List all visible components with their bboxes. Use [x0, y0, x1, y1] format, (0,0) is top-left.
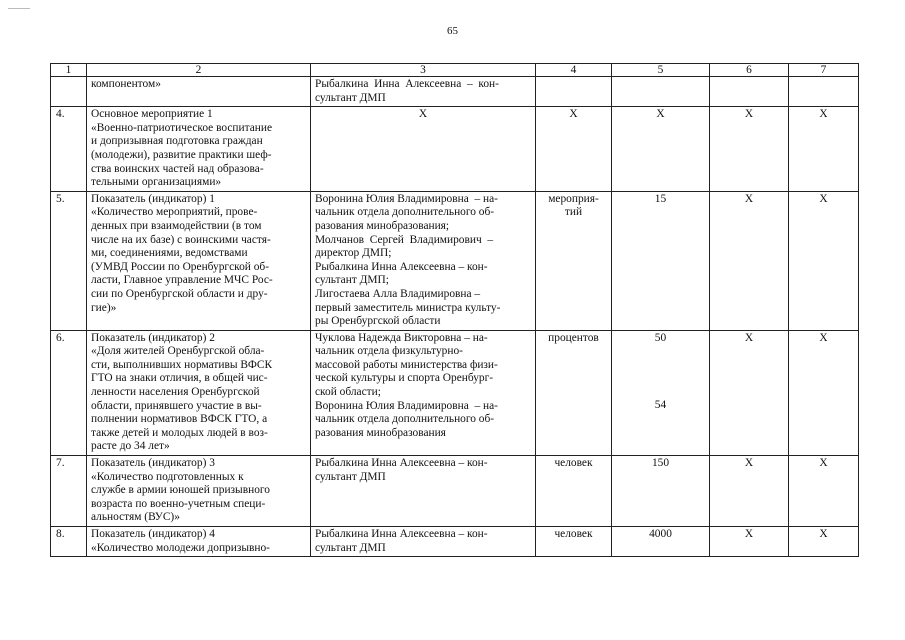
activity-name-line: сии по Оренбургской области и дру-	[91, 287, 268, 300]
value-cell	[612, 330, 710, 455]
activity-name-line: компонентом»	[91, 78, 161, 90]
unit-line: мероприя-	[548, 192, 599, 205]
activity-name-line: альностям (ВУС)»	[91, 511, 180, 524]
responsible-line: X	[418, 108, 428, 121]
responsible-line: Рыбалкина Инна Алексеевна – кон-	[315, 260, 488, 273]
table-row	[51, 527, 859, 557]
activity-name-line: Основное мероприятие 1	[91, 108, 213, 121]
table-row	[51, 330, 859, 455]
activity-name-line: Показатель (индикатор) 1	[91, 192, 215, 205]
activity-name-line: «Доля жителей Оренбургской обла-	[91, 345, 265, 358]
responsible-line: Рыбалкина Инна Алексеевна – кон-	[315, 457, 488, 470]
activity-name-line: также детей и молодых людей в воз-	[91, 426, 268, 439]
value-text: 15	[654, 192, 667, 205]
table-row	[51, 456, 859, 527]
row-number: 4.	[51, 107, 87, 192]
value-cell	[612, 527, 710, 557]
responsible-line: Рыбалкина Инна Алексеевна – кон-	[315, 78, 499, 90]
unit-cell	[536, 107, 612, 192]
column-number-header: 6	[710, 64, 789, 77]
value-cell	[612, 107, 710, 192]
responsible-line: разования минобразования	[315, 426, 446, 439]
activity-name-line: числе на их базе) с воинскими частя-	[91, 233, 271, 246]
unit-line: человек	[554, 528, 593, 540]
activity-name-line: Показатель (индикатор) 3	[91, 457, 215, 470]
responsible-cell	[311, 191, 536, 330]
activity-name-line: тельными организациями»	[91, 176, 222, 189]
unit-cell	[536, 330, 612, 455]
activity-name-line: области, принявшего участие в вы-	[91, 399, 262, 412]
value-spacer	[616, 345, 705, 399]
activity-name-line: денных при взаимодействии (в том	[91, 219, 262, 232]
unit-line: X	[569, 108, 578, 121]
activity-name-cell	[87, 456, 311, 527]
table-row	[51, 191, 859, 330]
scan-corner-mark	[8, 8, 30, 9]
row-number: 5.	[51, 191, 87, 330]
value-text: 4000	[649, 528, 672, 540]
column-number-header: 4	[536, 64, 612, 77]
activity-name-line: Показатель (индикатор) 4	[91, 528, 215, 540]
activity-name-line: «Количество мероприятий, прове-	[91, 206, 258, 219]
value-cell-7: X	[789, 107, 859, 192]
responsible-line: ческой культуры и спорта Оренбург-	[315, 372, 494, 385]
indicator-table	[50, 63, 859, 557]
responsible-line: Рыбалкина Инна Алексеевна – кон-	[315, 528, 488, 540]
table-row	[51, 77, 859, 107]
value-cell-7: X	[789, 456, 859, 527]
responsible-line: сультант ДМП	[315, 91, 386, 104]
value-text: 50	[654, 331, 667, 344]
activity-name-line: «Количество подготовленных к	[91, 470, 244, 483]
activity-name-line: «Количество молодежи допризывно-	[91, 541, 270, 554]
value-cell-7: X	[789, 191, 859, 330]
responsible-cell	[311, 77, 536, 107]
unit-cell	[536, 77, 612, 107]
responsible-line: сультант ДМП	[315, 541, 386, 554]
table-row	[51, 107, 859, 192]
value-cell-6: X	[710, 456, 789, 527]
activity-name-line: возраста по военно-учетным специ-	[91, 497, 266, 510]
column-number-row	[51, 64, 859, 77]
responsible-cell	[311, 456, 536, 527]
value-cell-6	[710, 77, 789, 107]
responsible-line: Чуклова Надежда Викторовна – на-	[315, 331, 488, 344]
activity-name-line: (молодежи), развитие практики шеф-	[91, 148, 272, 161]
column-number-header: 1	[51, 64, 87, 77]
activity-name-line: ства воинских частей над образова-	[91, 162, 264, 175]
activity-name-line: ленности населения Оренбургской	[91, 386, 260, 399]
row-number: 8.	[51, 527, 87, 557]
activity-name-line: ми, соединениями, ведомствами	[91, 247, 248, 260]
responsible-line: ры Оренбургской области	[315, 315, 441, 328]
activity-name-line: полнении нормативов ВФСК ГТО, а	[91, 413, 268, 426]
responsible-line: Молчанов Сергей Владимирович –	[315, 233, 494, 246]
responsible-line: чальник отдела дополнительного об-	[315, 413, 495, 426]
value-text: 54	[654, 399, 667, 412]
activity-name-cell	[87, 527, 311, 557]
responsible-line: первый заместитель министра культу-	[315, 301, 501, 314]
activity-name-line: и допризывная подготовка граждан	[91, 135, 263, 148]
unit-cell	[536, 456, 612, 527]
responsible-line: массовой работы министерства физи-	[315, 358, 498, 371]
row-number	[51, 77, 87, 107]
value-text: X	[656, 108, 665, 121]
responsible-cell	[311, 107, 536, 192]
value-cell-6: X	[710, 191, 789, 330]
responsible-line: ской области;	[315, 386, 381, 399]
column-number-header: 2	[87, 64, 311, 77]
value-cell	[612, 77, 710, 107]
value-cell	[612, 191, 710, 330]
activity-name-line: ГТО на знаки отличия, в общей чис-	[91, 372, 268, 385]
row-number: 7.	[51, 456, 87, 527]
unit-line: процентов	[548, 331, 599, 344]
unit-cell	[536, 191, 612, 330]
activity-name-line: (УМВД России по Оренбургской об-	[91, 260, 270, 273]
column-number-header: 3	[311, 64, 536, 77]
value-cell	[612, 456, 710, 527]
activity-name-line: Показатель (индикатор) 2	[91, 331, 215, 344]
unit-line: тий	[564, 206, 583, 219]
column-number-header: 5	[612, 64, 710, 77]
value-text: 150	[651, 457, 670, 470]
responsible-line: директор ДМП;	[315, 247, 392, 260]
value-cell-6: X	[710, 107, 789, 192]
responsible-cell	[311, 330, 536, 455]
responsible-line: чальник отдела физкультурно-	[315, 345, 463, 358]
activity-name-line: сти, выполнивших нормативы ВФСК	[91, 358, 273, 371]
responsible-line: Лигостаева Алла Владимировна –	[315, 287, 481, 300]
value-cell-7: X	[789, 527, 859, 557]
activity-name-line: ласти, Главное управление МЧС Рос-	[91, 274, 273, 287]
unit-cell	[536, 527, 612, 557]
value-cell-6: X	[710, 330, 789, 455]
value-cell-6: X	[710, 527, 789, 557]
responsible-line: чальник отдела дополнительного об-	[315, 206, 495, 219]
responsible-line: сультант ДМП;	[315, 274, 389, 287]
activity-name-line: гие)»	[91, 301, 117, 314]
responsible-line: сультант ДМП	[315, 470, 386, 483]
page-number: 65	[447, 25, 458, 37]
responsible-line: Воронина Юлия Владимировна – на-	[315, 399, 498, 412]
activity-name-line: «Военно-патриотическое воспитание	[91, 121, 273, 134]
column-number-header: 7	[789, 64, 859, 77]
value-cell-7: X	[789, 330, 859, 455]
activity-name-cell	[87, 191, 311, 330]
unit-line: человек	[554, 457, 593, 470]
value-cell-7	[789, 77, 859, 107]
activity-name-cell	[87, 107, 311, 192]
row-number: 6.	[51, 330, 87, 455]
activity-name-line: расте до 34 лет»	[91, 440, 170, 453]
responsible-line: Воронина Юлия Владимировна – на-	[315, 192, 498, 205]
activity-name-cell	[87, 77, 311, 107]
responsible-cell	[311, 527, 536, 557]
activity-name-cell	[87, 330, 311, 455]
activity-name-line: службе в армии юношей призывного	[91, 484, 270, 497]
responsible-line: разования минобразования;	[315, 219, 450, 232]
